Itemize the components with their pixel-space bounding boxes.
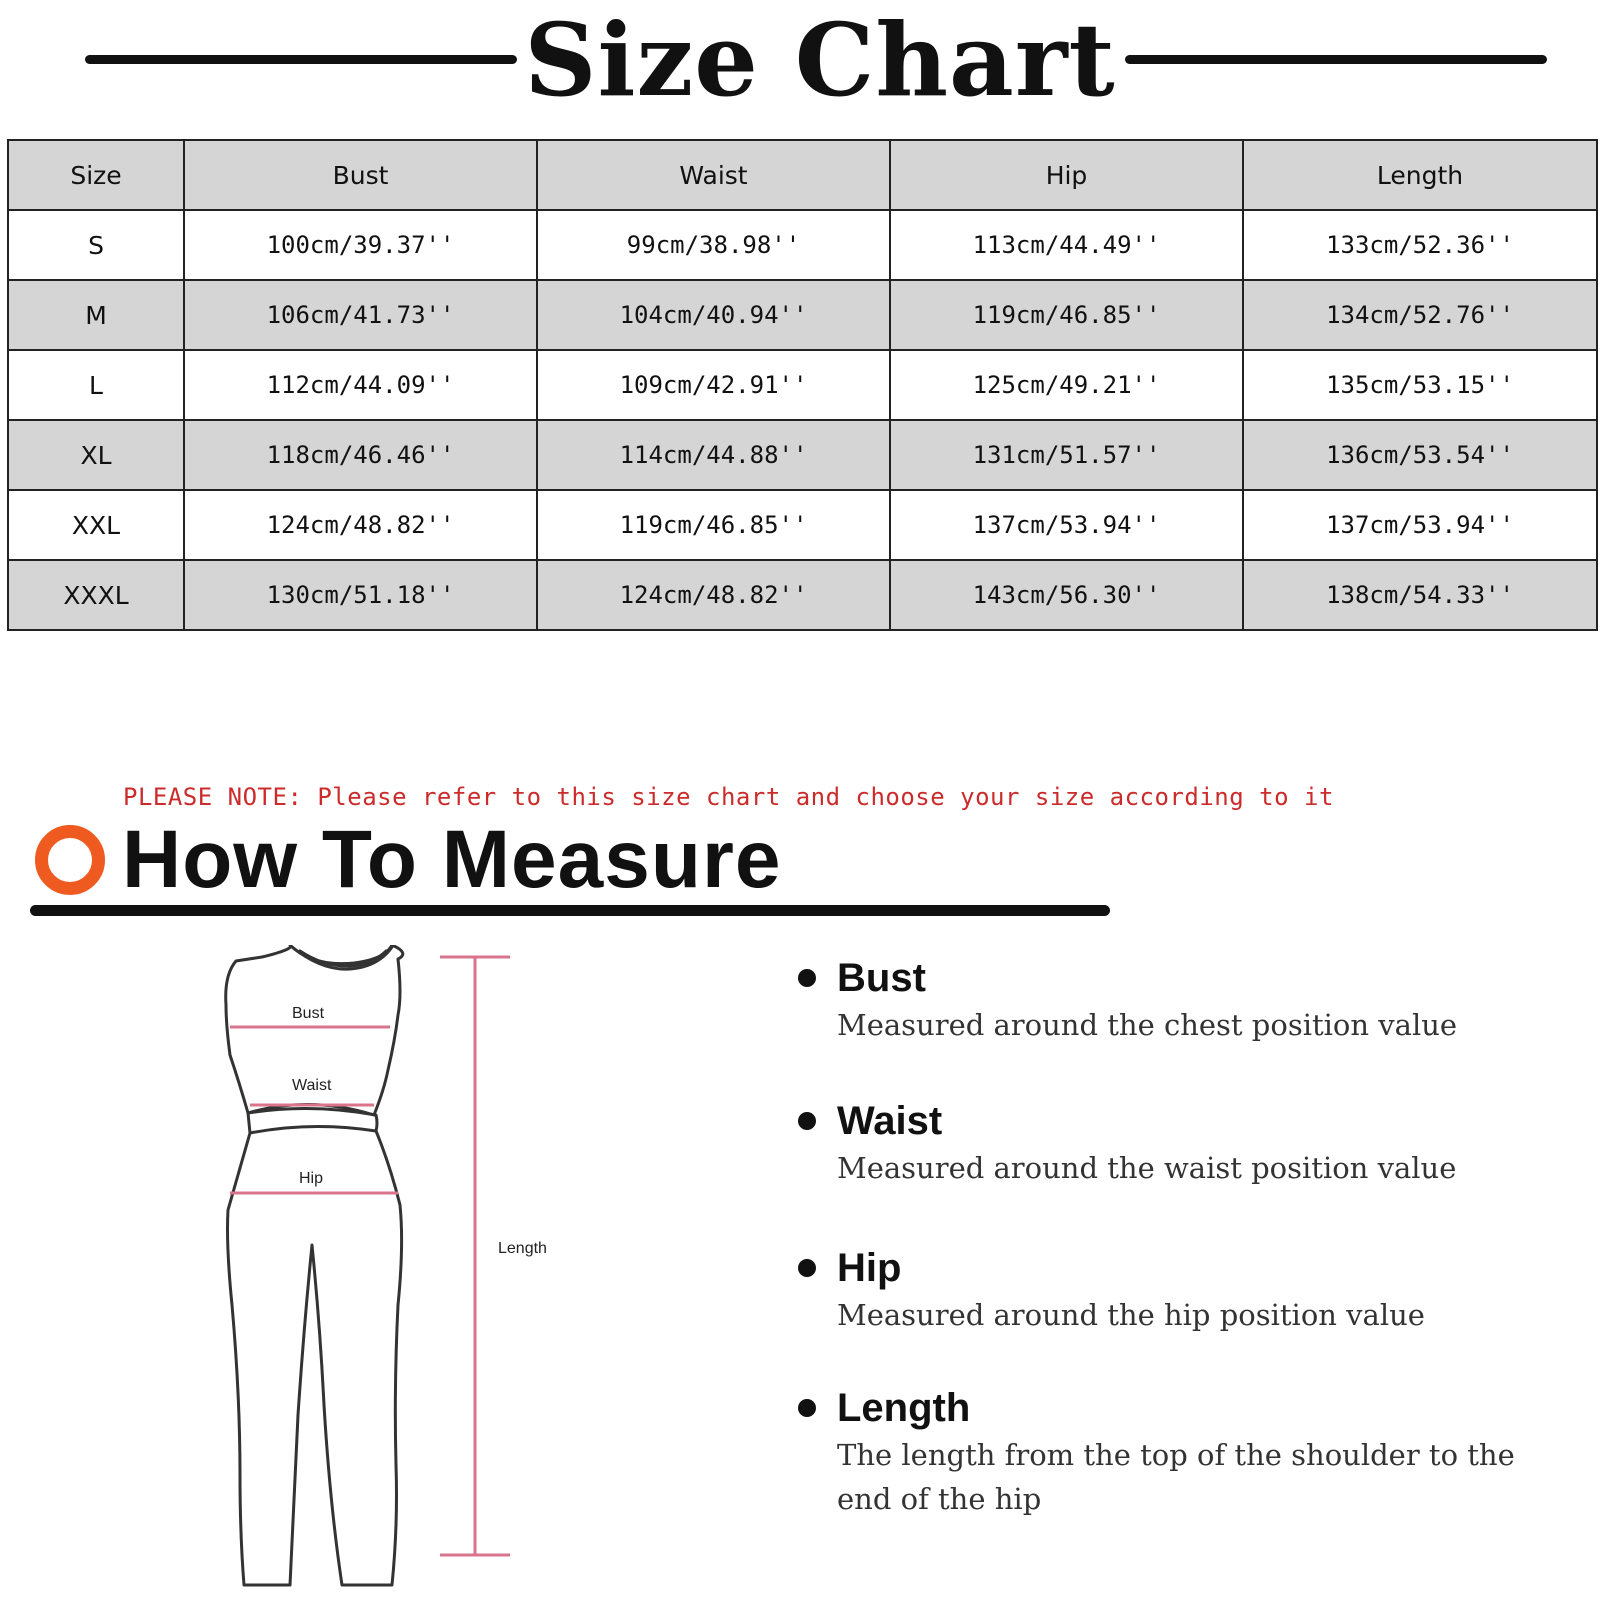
bullet-icon: [798, 1112, 816, 1130]
figure-label-waist: Waist: [292, 1077, 332, 1094]
page-title: Size Chart: [524, 1, 1116, 119]
bullet-icon: [798, 1399, 816, 1417]
table-cell: S: [8, 210, 184, 280]
table-cell: 137cm/53.94'': [890, 490, 1243, 560]
table-row: [8, 210, 1597, 280]
table-cell: 119cm/46.85'': [890, 280, 1243, 350]
item-desc: Measured around the waist position value: [837, 1151, 1457, 1185]
item-desc: Measured around the chest position value: [837, 1008, 1458, 1042]
table-cell: L: [8, 350, 184, 420]
header-hip: Hip: [890, 140, 1243, 210]
item-title: Hip: [837, 1246, 902, 1290]
header-length: Length: [1243, 140, 1597, 210]
table-row: [8, 350, 1597, 420]
item-title: Bust: [837, 956, 926, 1000]
how-to-measure-title: How To Measure: [122, 814, 782, 905]
table-cell: 118cm/46.46'': [184, 420, 537, 490]
size-table: [7, 139, 1598, 631]
size-note: PLEASE NOTE: Please refer to this size chart and choose your size according to it: [123, 783, 1334, 811]
table-cell: 135cm/53.15'': [1243, 350, 1597, 420]
table-header-row: [8, 140, 1597, 210]
table-cell: 138cm/54.33'': [1243, 560, 1597, 630]
table-cell: 134cm/52.76'': [1243, 280, 1597, 350]
table-cell: 137cm/53.94'': [1243, 490, 1597, 560]
table-cell: 124cm/48.82'': [184, 490, 537, 560]
item-title: Waist: [837, 1099, 943, 1143]
table-cell: 106cm/41.73'': [184, 280, 537, 350]
table-cell: 124cm/48.82'': [537, 560, 890, 630]
title-divider-right: [1125, 55, 1547, 64]
table-cell: 112cm/44.09'': [184, 350, 537, 420]
table-cell: 143cm/56.30'': [890, 560, 1243, 630]
table-row: [8, 280, 1597, 350]
how-to-measure-header: [30, 815, 1120, 925]
ring-icon: [35, 825, 105, 895]
header-bust: Bust: [184, 140, 537, 210]
table-cell: 125cm/49.21'': [890, 350, 1243, 420]
item-title: Length: [837, 1386, 971, 1430]
how-to-measure-underline: [30, 905, 1110, 916]
bullet-icon: [798, 969, 816, 987]
table-cell: XXXL: [8, 560, 184, 630]
figure-label-hip: Hip: [299, 1170, 324, 1187]
header-size: Size: [8, 140, 184, 210]
table-cell: 131cm/51.57'': [890, 420, 1243, 490]
figure-label-length: Length: [498, 1240, 547, 1257]
size-chart-header: [0, 0, 1600, 120]
item-desc: Measured around the hip position value: [837, 1298, 1425, 1332]
table-cell: XXL: [8, 490, 184, 560]
table-cell: 130cm/51.18'': [184, 560, 537, 630]
table-row: [8, 490, 1597, 560]
table-cell: 114cm/44.88'': [537, 420, 890, 490]
figure-label-bust: Bust: [292, 1005, 325, 1022]
table-cell: 109cm/42.91'': [537, 350, 890, 420]
table-cell: 133cm/52.36'': [1243, 210, 1597, 280]
table-row: [8, 560, 1597, 630]
jumpsuit-outline-icon: [200, 945, 600, 1595]
title-divider-left: [85, 55, 517, 64]
table-cell: 136cm/53.54'': [1243, 420, 1597, 490]
jumpsuit-figure: [200, 945, 600, 1595]
table-cell: 100cm/39.37'': [184, 210, 537, 280]
item-desc: The length from the top of the shoulder to the end of the hip: [837, 1438, 1515, 1516]
table-cell: 99cm/38.98'': [537, 210, 890, 280]
bullet-icon: [798, 1259, 816, 1277]
header-waist: Waist: [537, 140, 890, 210]
table-row: [8, 420, 1597, 490]
table-cell: 113cm/44.49'': [890, 210, 1243, 280]
table-cell: 104cm/40.94'': [537, 280, 890, 350]
table-cell: 119cm/46.85'': [537, 490, 890, 560]
table-cell: M: [8, 280, 184, 350]
table-cell: XL: [8, 420, 184, 490]
